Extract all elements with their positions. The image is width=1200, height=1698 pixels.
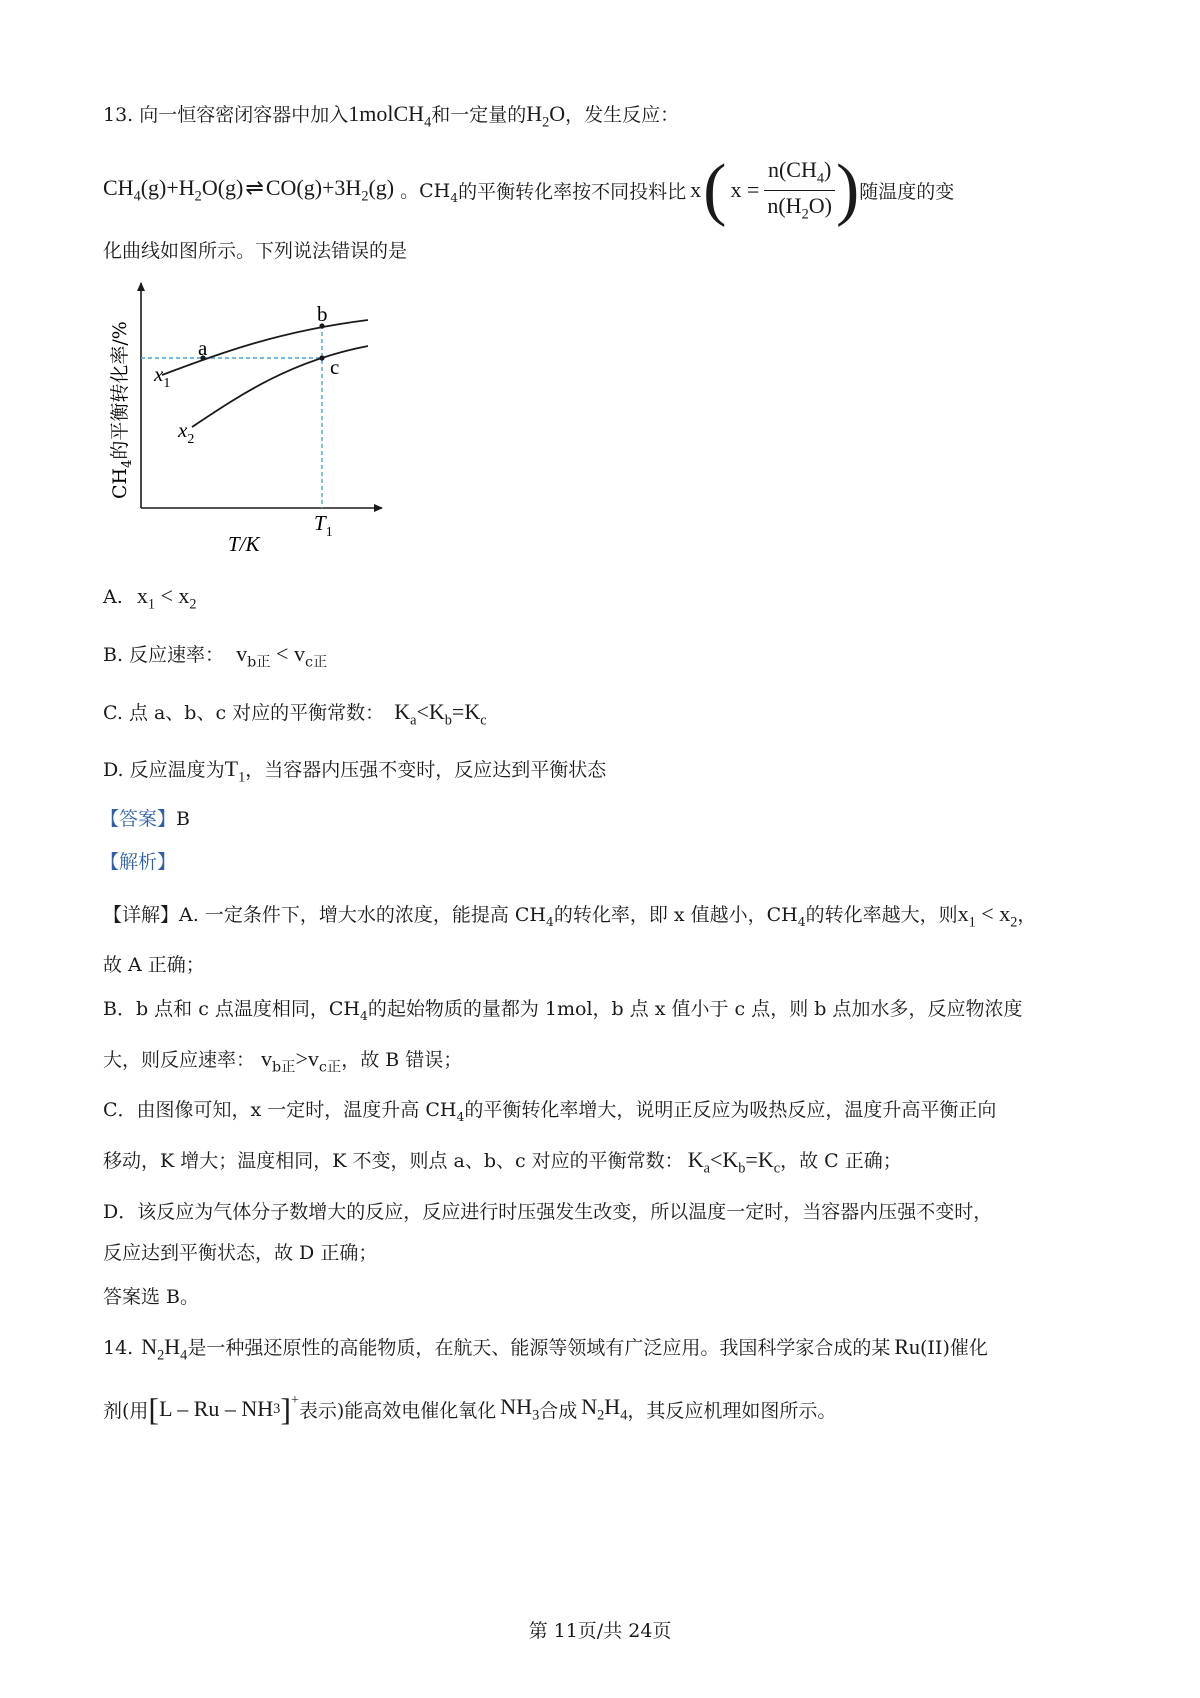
q13-line3: 化曲线如图所示。下列说法错误的是: [103, 240, 408, 262]
q13-ch4-text: 。$CH_4$: [400, 179, 459, 205]
ratio-fraction: $\frac{n(CH_4)}{n(H_2O)}$: [763, 157, 836, 223]
detail-line6: 移动，K 增大；温度相同，K 不变，则点 a、b、c 对应的平衡常数： $K_a<K_b=K_c$，故 C 正确；: [103, 1147, 902, 1177]
svg-text:CH4的平衡转化率/%: $CH_4$的平衡转化率/%: [109, 321, 135, 499]
q13-formula-h2o: $H_2O$: [526, 101, 566, 131]
q13-text-end: 随温度的变: [859, 180, 955, 203]
label-c: c: [330, 355, 340, 379]
detail-line1: 【详解】A. 一定条件下，增大水的浓度，能提高 $CH_4$的转化率，即 x 值越小，$CH_4$的转化率越大，则$x_1 < x_2$，: [103, 901, 1037, 931]
x-axis-label: T/K: [228, 532, 260, 556]
detail-line2: 故 A 正确；: [103, 954, 205, 976]
q14-line2: 剂(用 [ L – Ru – NH 3 ] + 表示)能高效电催化氧化 $NH_3$ 合成 $N_2H_4$ ，其反应机理如图所示。: [103, 1391, 837, 1427]
reaction-equation: $CH_4(g)+H_2O(g)\rightleftharpoons CO(g)+3H_2(g)$: [103, 174, 395, 205]
q13-text: 13. 向一恒容密闭容器中加入: [103, 104, 349, 126]
answer-line: [100, 806, 190, 832]
option-a[interactable]: A. $x_1 < x_2$: [103, 583, 197, 613]
q13-ratio-text: 的平衡转化率按不同投料比: [458, 180, 687, 203]
q14-line1: 14. $N_2H_4$是一种强还原性的高能物质，在航天、能源等领域有广泛应用。我国科学家合成的某 Ru(II)催化: [103, 1334, 988, 1364]
x-equals: x =: [730, 177, 760, 202]
answer-label: 【答案】: [100, 808, 177, 830]
q13-formula-ch4: 1molCH$_4$: [348, 101, 432, 131]
q13-line1: [103, 101, 679, 135]
detail-line5: C．由图像可知，x 一定时，温度升高 $CH_4$的平衡转化率增大，说明正反应为吸热反应，温度升高平衡正向: [103, 1099, 997, 1124]
y-axis-label: [109, 321, 135, 499]
analysis-label: 【解析】: [100, 851, 177, 873]
q13-text-2: 和一定量的: [431, 104, 527, 126]
label-b: b: [317, 302, 328, 326]
detail-line7: D．该反应为气体分子数增大的反应，反应进行时压强发生改变，所以温度一定时，当容器内压强不变时，: [103, 1201, 993, 1223]
label-x1: $x_1$: [154, 362, 171, 391]
label-t1: $T_1$: [314, 511, 333, 540]
detail-line4: 大，则反应速率： $v_{b正}>v_{c正}$，故 B 错误；: [103, 1046, 463, 1076]
detail-line3: B．b 点和 c 点温度相同，$CH_4$的起始物质的量都为 1mol，b 点 x 值小于 c 点，则 b 点加水多，反应物浓度: [103, 998, 1023, 1023]
option-c[interactable]: C. 点 a、b、c 对应的平衡常数： $K_a<K_b=K_c$: [103, 699, 487, 729]
q13-equation-line: $CH_4(g)+H_2O(g)\rightleftharpoons CO(g)+3H_2(g)$ 。$CH_4$ 的平衡转化率按不同投料比 x ( x = $\frac{n(CH_4)}{n(H_2O)}$ ) 随温度的变: [103, 151, 955, 228]
option-d[interactable]: D. 反应温度为$T_1$，当容器内压强不变时，反应达到平衡状态: [103, 756, 607, 786]
detail-line9: 答案选 B。: [103, 1286, 200, 1308]
option-b[interactable]: B. 反应速率： $v_{b正} < v_{c正}$: [103, 641, 328, 671]
label-x2: $x_2$: [178, 418, 195, 447]
q13-text-3: ，发生反应：: [565, 104, 680, 126]
point-c: [319, 355, 324, 360]
x-variable: x: [690, 177, 702, 202]
detail-line8: 反应达到平衡状态，故 D 正确；: [103, 1242, 378, 1264]
answer-value: B: [176, 808, 190, 830]
page-number: 第 11页/共 24页: [528, 1620, 672, 1642]
conversion-chart: [100, 275, 400, 565]
label-a: a: [198, 336, 208, 360]
